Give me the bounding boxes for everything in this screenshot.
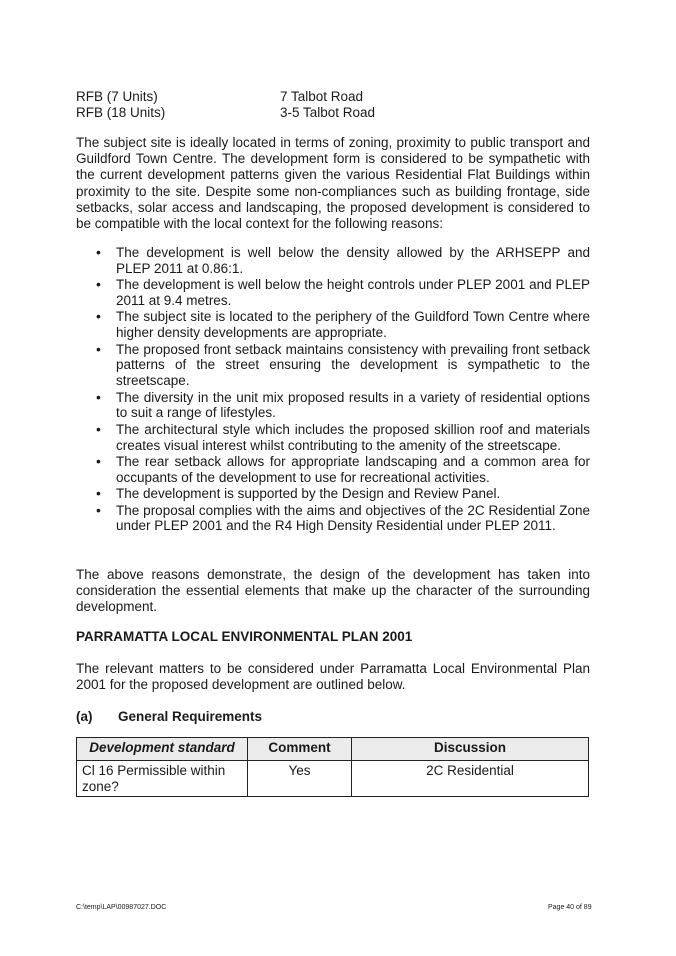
rfb-address: 3-5 Talbot Road bbox=[280, 105, 376, 120]
conclusion-paragraph: The above reasons demonstrate, the design of the development has taken into consideration the essential elements that make up the character of the surrounding development. bbox=[76, 567, 590, 615]
list-item: • The subject site is located to the periphery of the Guildford Town Centre where higher density developments are appropriate. bbox=[96, 309, 590, 341]
table-header-row bbox=[77, 738, 589, 761]
section-paragraph: The relevant matters to be considered under Parramatta Local Environmental Plan 2001 for the proposed development are outlined below. bbox=[76, 661, 590, 693]
list-item: • The architectural style which includes the proposed skillion roof and materials creates visual interest whilst contributing to the amenity of the streetscape. bbox=[96, 422, 590, 454]
rfb-row bbox=[76, 89, 364, 105]
rfb-address: 7 Talbot Road bbox=[280, 89, 364, 104]
reasons-list bbox=[96, 245, 590, 535]
list-item: • The proposed front setback maintains consistency with prevailing front setback patterns of the street ensuring the development is sympathetic to the streetscape. bbox=[96, 342, 590, 389]
header-discussion: Discussion bbox=[352, 738, 589, 761]
list-item: • The development is well below the density allowed by the ARHSEPP and PLEP 2011 at 0.86:1. bbox=[96, 245, 590, 277]
subsection-title: General Requirements bbox=[118, 709, 263, 724]
header-standard: Development standard bbox=[77, 738, 248, 761]
list-item: • The proposal complies with the aims and objectives of the 2C Residential Zone under PLEP 2001 and the R4 High Density Residential under PLEP 2011. bbox=[96, 503, 590, 535]
header-comment: Comment bbox=[248, 738, 352, 761]
rfb-label: RFB (7 Units) bbox=[76, 89, 158, 104]
table-row bbox=[77, 761, 589, 797]
list-item: • The rear setback allows for appropriate landscaping and a common area for occupants of the development to use for recreational activities. bbox=[96, 454, 590, 486]
cell-standard: Cl 16 Permissible within zone? bbox=[77, 761, 248, 797]
list-item: • The diversity in the unit mix proposed results in a variety of residential options to suit a range of lifestyles. bbox=[96, 390, 590, 422]
rfb-label: RFB (18 Units) bbox=[76, 105, 166, 120]
general-requirements-table bbox=[76, 737, 589, 797]
section-heading: PARRAMATTA LOCAL ENVIRONMENTAL PLAN 2001 bbox=[76, 629, 413, 644]
footer-page-number: Page 40 of 89 bbox=[548, 904, 592, 911]
footer-file-path: C:\temp\LAP\00987027.DOC bbox=[76, 904, 167, 911]
subsection-marker: (a) bbox=[76, 709, 93, 724]
intro-paragraph: The subject site is ideally located in terms of zoning, proximity to public transport and Guildford Town Centre. The development form is considered to be sympathetic with the current development patterns given the various Residential Flat Buildings within proximity to the site. Despite some non-compliances such as building frontage, side setbacks, solar access and landscaping, the proposed development is considered to be compatible with the local context for the following reasons: bbox=[76, 135, 590, 232]
cell-comment: Yes bbox=[248, 761, 352, 797]
list-item: • The development is well below the height controls under PLEP 2001 and PLEP 2011 at 9.4 metres. bbox=[96, 277, 590, 309]
rfb-row bbox=[76, 105, 376, 121]
list-item: • The development is supported by the Design and Review Panel. bbox=[96, 486, 590, 502]
cell-discussion: 2C Residential bbox=[352, 761, 589, 797]
